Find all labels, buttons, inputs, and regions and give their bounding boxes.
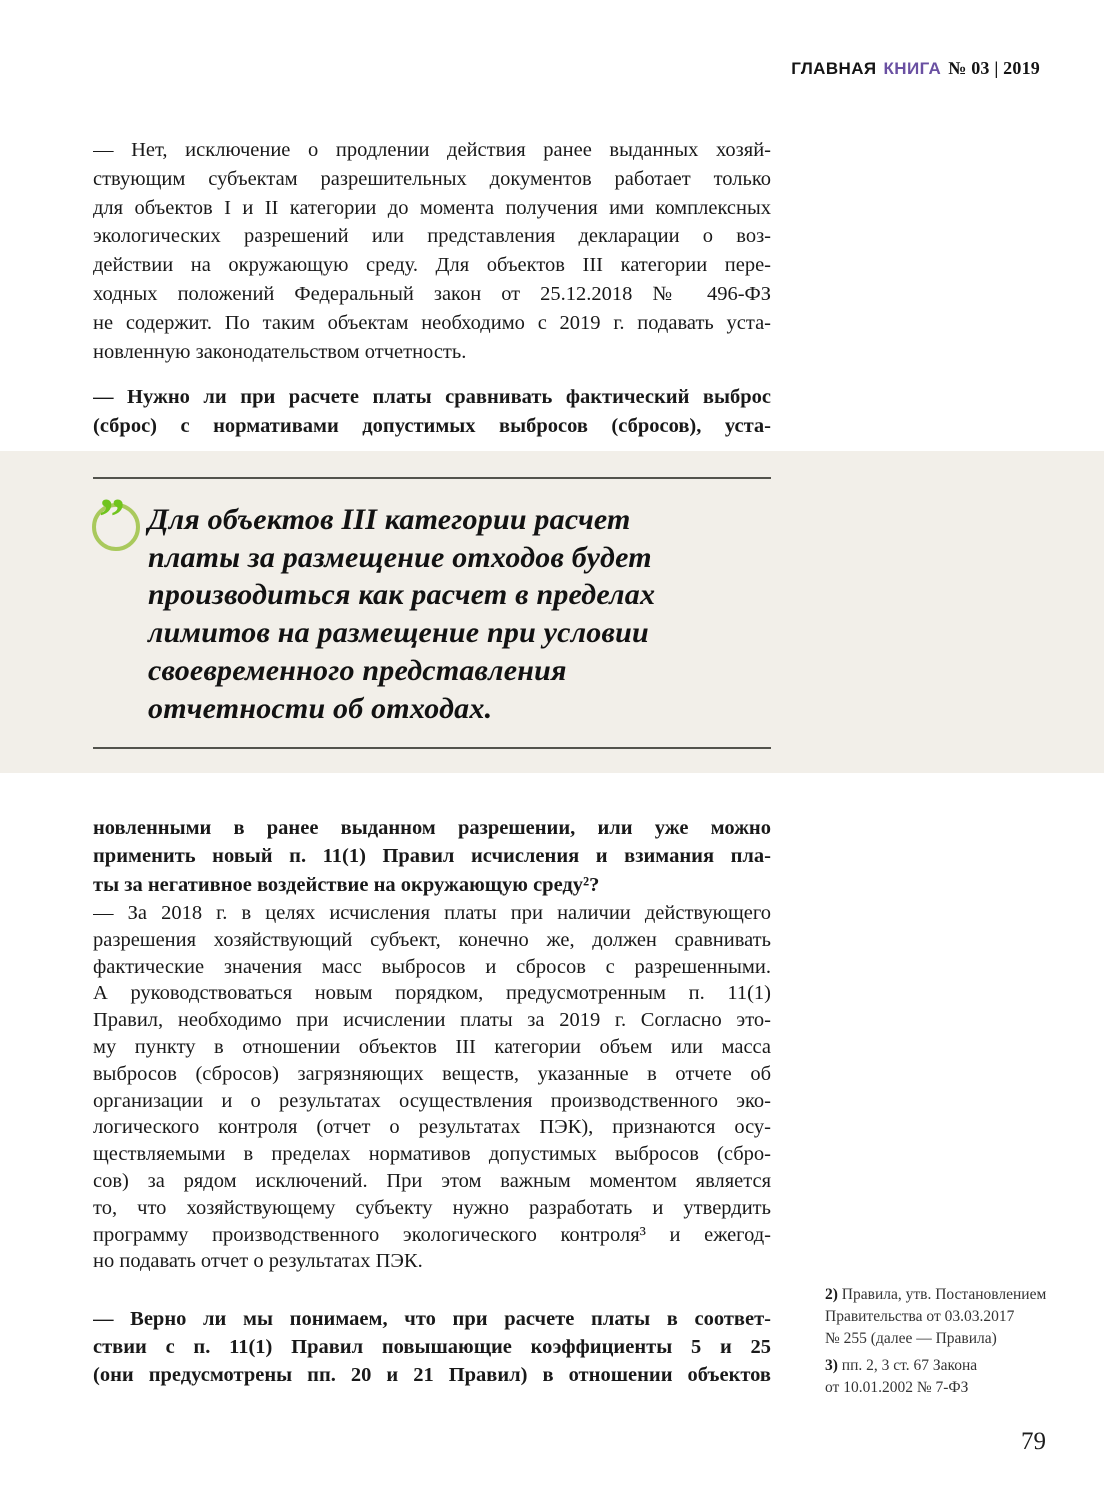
text-line: для объектов I и II категории до момента получения ими комплексных: [93, 196, 771, 219]
paragraph-answer-1: [93, 136, 771, 366]
pull-quote-text: [148, 501, 788, 727]
text-line: программу производственного экологического контроля³ и ежегод-: [93, 1223, 771, 1246]
footnote-line: 2) Правила, утв. Постановлением: [825, 1286, 1047, 1303]
text-line: то, что хозяйствующему субъекту нужно разработать и утвердить: [93, 1196, 771, 1219]
text-line: своевременного представления: [148, 653, 567, 687]
paragraph-question-1-continued: [93, 814, 771, 899]
paragraph-question-1: [93, 383, 771, 441]
quote-rule-bottom: [93, 747, 771, 749]
text-line: Правил, необходимо при исчислении платы за 2019 г. Согласно это-: [93, 1009, 771, 1032]
text-line: — За 2018 г. в целях исчисления платы при наличии действующего: [93, 902, 771, 924]
text-line: новленными в ранее выданном разрешении, или уже можно: [93, 817, 771, 839]
text-line: му пункту в отношении объектов III категории объем или масса: [93, 1035, 771, 1058]
magazine-title-black: ГЛАВНАЯ: [791, 59, 877, 78]
issue-number: № 03 | 2019: [948, 58, 1040, 78]
text-line: действии на окружающую среду. Для объектов III категории пере-: [93, 254, 771, 277]
paragraph-question-2: [93, 1305, 771, 1390]
text-line: применить новый п. 11(1) Правил исчисления и взимания пла-: [93, 845, 771, 868]
text-line: но подавать отчет о результатах ПЭК.: [93, 1250, 423, 1273]
footnote-marker: 2): [825, 1286, 842, 1303]
page-header: [791, 58, 1040, 79]
text-line: выбросов (сбросов) загрязняющих веществ, указанные в отчете об: [93, 1062, 771, 1085]
magazine-title-purple: КНИГА: [883, 59, 942, 78]
text-line: — Нет, исключение о продлении действия ранее выданных хозяй-: [93, 139, 771, 161]
footnote-line: Правительства от 03.03.2017: [825, 1307, 1015, 1325]
text-line: ствующим субъектам разрешительных документов работает только: [93, 167, 771, 190]
text-line: ществляемыми в пределах нормативов допустимых выбросов (сбро-: [93, 1143, 771, 1166]
text-line: экологических разрешений или представления декларации о воз-: [93, 225, 771, 248]
text-line: — Верно ли мы понимаем, что при расчете платы в соответ-: [93, 1308, 771, 1330]
text-line: организации и о результатах осуществления производственного эко-: [93, 1089, 771, 1112]
text-line: ты за негативное воздействие на окружающую среду²?: [93, 873, 600, 896]
text-line: производиться как расчет в пределах: [148, 578, 656, 612]
quotation-marks-icon: [92, 489, 140, 551]
text-line: — Нужно ли при расчете платы сравнивать фактический выброс: [93, 386, 771, 408]
footnote: [825, 1284, 1075, 1349]
text-line: фактические значения масс выбросов и сбросов с разрешенными.: [93, 955, 771, 978]
footnote-marker: 3): [825, 1357, 842, 1375]
text-line: лимитов на размещение при условии: [148, 616, 649, 650]
footnote-line: № 255 (далее — Правила): [825, 1329, 997, 1347]
text-line: ходных положений Федеральный закон от 25.12.2018 № 496-ФЗ: [93, 282, 771, 305]
paragraph-answer-2: [93, 900, 771, 1275]
footnote: [825, 1355, 1075, 1399]
text-line: сов) за рядом исключений. При этом важным моментом является: [93, 1169, 771, 1192]
text-line: логического контроля (отчет о результатах ПЭК), признаются осу-: [93, 1116, 771, 1139]
footnote-line: от 10.01.2002 № 7-ФЗ: [825, 1379, 969, 1397]
text-line: новленную законодательством отчетность.: [93, 340, 467, 363]
text-line: (сброс) с нормативами допустимых выбросов (сбросов), уста-: [93, 415, 771, 437]
quote-rule-top: [93, 477, 771, 479]
quote-glyph: ”: [99, 489, 125, 546]
text-line: разрешения хозяйствующий субъект, конечно же, должен сравнивать: [93, 928, 771, 951]
page-number: 79: [1021, 1428, 1046, 1455]
footnote-line: 3) пп. 2, 3 ст. 67 Закона: [825, 1357, 978, 1375]
footnotes: [825, 1284, 1075, 1405]
text-line: платы за размещение отходов будет: [148, 540, 652, 574]
text-line: А руководствоваться новым порядком, предусмотренным п. 11(1): [93, 982, 771, 1005]
text-line: отчетности об отходах.: [148, 691, 493, 725]
text-line: ствии с п. 11(1) Правил повышающие коэффициенты 5 и 25: [93, 1336, 771, 1359]
text-line: не содержит. По таким объектам необходимо с 2019 г. подавать уста-: [93, 311, 771, 334]
text-line: (они предусмотрены пп. 20 и 21 Правил) в отношении объектов: [93, 1364, 771, 1387]
text-line: Для объектов III категории расчет: [148, 503, 631, 536]
